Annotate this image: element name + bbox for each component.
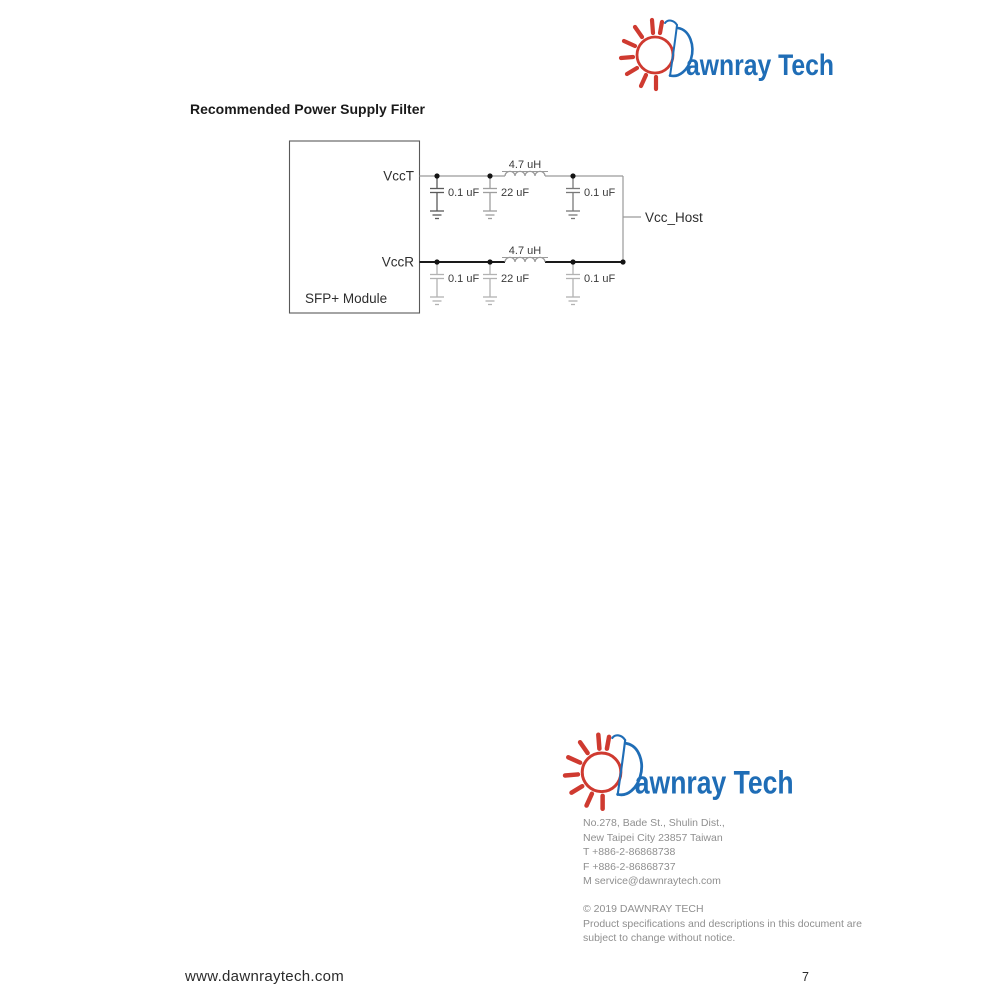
email-line: M service@dawnraytech.com xyxy=(583,875,721,887)
junction-dot xyxy=(434,259,439,264)
logo-wordmark: awnray Tech xyxy=(634,764,794,801)
address-line: No.278, Bade St., Shulin Dist., xyxy=(583,817,725,829)
inductor-bottom-value: 4.7 uH xyxy=(508,245,542,257)
header-logo xyxy=(620,12,840,90)
vcc-host-label: Vcc_Host xyxy=(645,210,703,225)
vccr-port-label: VccR xyxy=(381,254,414,270)
capacitor-bottom-1-icon xyxy=(430,262,444,305)
capacitor-bottom-3-icon xyxy=(566,262,580,305)
sfp-module-box xyxy=(290,141,420,313)
junction-dot xyxy=(570,173,575,178)
sun-icon xyxy=(621,20,673,89)
inductor-top-icon xyxy=(502,171,548,176)
capacitor-bottom-2-icon xyxy=(483,262,497,305)
capacitor-top-1-icon xyxy=(430,176,444,219)
notice-line: subject to change without notice. xyxy=(583,932,736,944)
fax-line: F +886-2-86868737 xyxy=(583,860,676,873)
junction-dot xyxy=(620,259,625,264)
capacitor-top-3-icon xyxy=(566,176,580,219)
capacitor-top-2-icon xyxy=(483,176,497,219)
footer-logo xyxy=(564,726,800,810)
sfp-module-label: SFP+ Module xyxy=(305,291,388,306)
copyright-line: © 2019 DAWNRAY TECH xyxy=(583,903,704,915)
logo-wordmark: awnray Tech xyxy=(686,49,834,82)
capacitor-top-2-value: 22 uF xyxy=(501,187,530,199)
phone-line: T +886-2-86868738 xyxy=(583,846,676,858)
notice-line: Product specifications and descriptions in this document are xyxy=(583,917,862,930)
capacitor-top-3-value: 0.1 uF xyxy=(584,187,616,199)
page-number: 7 xyxy=(802,970,809,984)
junction-dot xyxy=(434,173,439,178)
capacitor-bottom-1-value: 0.1 uF xyxy=(448,273,480,285)
copyright-block xyxy=(583,902,862,946)
inductor-top-value: 4.7 uH xyxy=(508,159,542,171)
page-title: Recommended Power Supply Filter xyxy=(190,101,425,117)
junction-dot xyxy=(487,259,492,264)
contact-block xyxy=(583,816,725,889)
junction-dot xyxy=(570,259,575,264)
vcct-port-label: VccT xyxy=(383,168,414,184)
website-url: www.dawnraytech.com xyxy=(185,968,345,985)
capacitor-top-1-value: 0.1 uF xyxy=(448,187,480,199)
junction-dot xyxy=(487,173,492,178)
power-filter-schematic xyxy=(285,133,765,328)
capacitor-bottom-3-value: 0.1 uF xyxy=(584,273,616,285)
inductor-bottom-icon xyxy=(502,257,548,262)
address-line: New Taipei City 23857 Taiwan xyxy=(583,831,723,844)
sun-icon xyxy=(565,735,621,809)
capacitor-bottom-2-value: 22 uF xyxy=(501,273,530,285)
